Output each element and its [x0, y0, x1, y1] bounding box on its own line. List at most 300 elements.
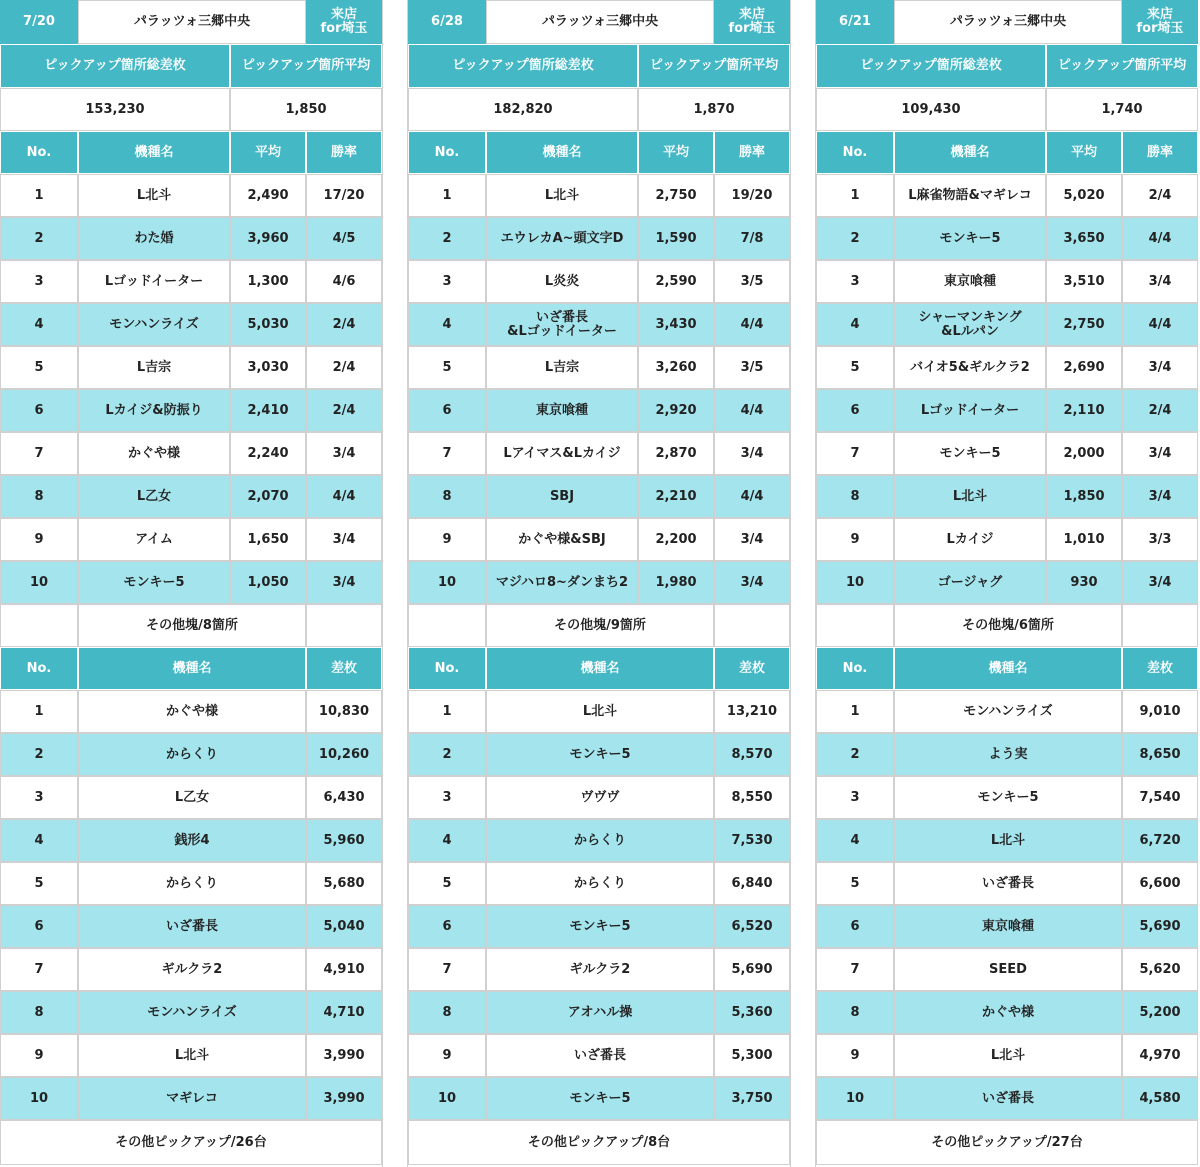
average-value: 2,410	[230, 389, 306, 432]
table-row	[816, 733, 1198, 776]
row-number: 2	[816, 733, 894, 776]
row-number: 8	[0, 991, 78, 1034]
machines-header-row	[816, 647, 1198, 690]
model-name: SBJ	[486, 475, 638, 518]
row-number: 5	[408, 346, 486, 389]
machine-name: モンキー5	[486, 1077, 714, 1120]
machines-others-row	[816, 1120, 1198, 1165]
machine-name: いざ番長	[78, 905, 306, 948]
diff-value: 10,260	[306, 733, 382, 776]
col-winrate-header: 勝率	[1122, 131, 1198, 174]
diff-value: 4,910	[306, 948, 382, 991]
diff-value: 4,580	[1122, 1077, 1198, 1120]
row-number: 3	[0, 776, 78, 819]
title-row	[816, 0, 1198, 44]
average-header: ピックアップ箇所平均	[638, 44, 790, 88]
average-value: 2,920	[638, 389, 714, 432]
others-models: その他塊/9箇所	[486, 604, 714, 647]
machine-name: L北斗	[486, 690, 714, 733]
event-panel	[816, 0, 1198, 1167]
diff-value: 7,540	[1122, 776, 1198, 819]
summary-value-row	[408, 88, 790, 131]
diff-value: 8,570	[714, 733, 790, 776]
machine-name: L北斗	[78, 1034, 306, 1077]
win-rate: 4/4	[1122, 303, 1198, 346]
store-name: パラッツォ三郷中央	[78, 0, 306, 44]
table-row	[0, 518, 382, 561]
row-number: 10	[816, 561, 894, 604]
table-row	[408, 260, 790, 303]
row-number: 1	[408, 690, 486, 733]
machine-name: からくり	[486, 819, 714, 862]
visit-badge: 来店 for埼玉	[306, 0, 382, 44]
models-header-row	[0, 131, 382, 174]
machine-name: L乙女	[78, 776, 306, 819]
machine-name: ギルクラ2	[78, 948, 306, 991]
table-row	[816, 561, 1198, 604]
summary-header-row	[0, 44, 382, 88]
models-others-row	[0, 604, 382, 647]
models-header-row	[816, 131, 1198, 174]
win-rate: 3/4	[714, 518, 790, 561]
table-row	[408, 561, 790, 604]
event-panel	[0, 0, 382, 1167]
model-name: L麻雀物語&マギレコ	[894, 174, 1046, 217]
win-rate: 2/4	[306, 303, 382, 346]
machine-name: モンキー5	[894, 776, 1122, 819]
diff-value: 6,840	[714, 862, 790, 905]
model-name: わた婚	[78, 217, 230, 260]
machine-name: からくり	[78, 733, 306, 776]
col-no-header: No.	[408, 647, 486, 690]
summary-value-row	[816, 88, 1198, 131]
average-value: 3,960	[230, 217, 306, 260]
table-row	[816, 776, 1198, 819]
diff-value: 6,520	[714, 905, 790, 948]
row-number: 10	[408, 561, 486, 604]
col-average-header: 平均	[1046, 131, 1122, 174]
table-row	[0, 948, 382, 991]
table-row	[0, 475, 382, 518]
table-row	[0, 991, 382, 1034]
diff-value: 3,750	[714, 1077, 790, 1120]
col-no-header: No.	[408, 131, 486, 174]
table-row	[0, 1034, 382, 1077]
row-number: 2	[408, 733, 486, 776]
average-value: 2,490	[230, 174, 306, 217]
table-row	[0, 217, 382, 260]
win-rate: 4/5	[306, 217, 382, 260]
diff-value: 5,690	[1122, 905, 1198, 948]
title-row	[0, 0, 382, 44]
machine-name: からくり	[486, 862, 714, 905]
diff-value: 8,650	[1122, 733, 1198, 776]
win-rate: 3/4	[1122, 432, 1198, 475]
row-number: 10	[0, 1077, 78, 1120]
table-row	[0, 303, 382, 346]
store-name: パラッツォ三郷中央	[894, 0, 1122, 44]
average-value: 1,010	[1046, 518, 1122, 561]
average-header: ピックアップ箇所平均	[230, 44, 382, 88]
others-machines: その他ピックアップ/8台	[408, 1120, 790, 1165]
win-rate: 2/4	[1122, 174, 1198, 217]
machine-name: SEED	[894, 948, 1122, 991]
table-row	[408, 389, 790, 432]
model-name: L北斗	[78, 174, 230, 217]
table-row	[408, 733, 790, 776]
row-number: 9	[0, 1034, 78, 1077]
row-number: 10	[0, 561, 78, 604]
col-model-header: 機種名	[78, 647, 306, 690]
row-number: 10	[816, 1077, 894, 1120]
model-name: Lカイジ	[894, 518, 1046, 561]
average-value: 1,850	[1046, 475, 1122, 518]
table-row	[0, 1077, 382, 1120]
model-name: L乙女	[78, 475, 230, 518]
diff-value: 5,300	[714, 1034, 790, 1077]
table-row	[408, 776, 790, 819]
col-diff-header: 差枚	[714, 647, 790, 690]
total-diff-header: ピックアップ箇所総差枚	[0, 44, 230, 88]
machine-name: L北斗	[894, 1034, 1122, 1077]
diff-value: 5,200	[1122, 991, 1198, 1034]
machine-name: モンハンライズ	[894, 690, 1122, 733]
machines-header-row	[408, 647, 790, 690]
win-rate: 4/4	[714, 303, 790, 346]
table-row	[816, 819, 1198, 862]
win-rate: 3/4	[306, 561, 382, 604]
win-rate: 3/4	[1122, 475, 1198, 518]
others-models: その他塊/6箇所	[894, 604, 1122, 647]
row-number: 4	[0, 819, 78, 862]
table-row	[816, 303, 1198, 346]
machines-header-row	[0, 647, 382, 690]
machine-name: マギレコ	[78, 1077, 306, 1120]
table-row	[0, 389, 382, 432]
machine-name: いざ番長	[486, 1034, 714, 1077]
store-name: パラッツォ三郷中央	[486, 0, 714, 44]
model-name: マジハロ8~ダンまち2	[486, 561, 638, 604]
row-number: 6	[408, 905, 486, 948]
row-number: 3	[816, 776, 894, 819]
average-value: 1,050	[230, 561, 306, 604]
win-rate: 7/8	[714, 217, 790, 260]
model-name: いざ番長 &Lゴッドイーター	[486, 303, 638, 346]
machine-name: よう実	[894, 733, 1122, 776]
machine-name: 東京喰種	[894, 905, 1122, 948]
table-row	[408, 905, 790, 948]
table-row	[816, 260, 1198, 303]
machine-name: いざ番長	[894, 1077, 1122, 1120]
row-number: 3	[408, 776, 486, 819]
machine-name: モンキー5	[486, 733, 714, 776]
col-average-header: 平均	[638, 131, 714, 174]
row-number: 8	[408, 475, 486, 518]
win-rate: 4/4	[1122, 217, 1198, 260]
col-model-header: 機種名	[78, 131, 230, 174]
others-machines: その他ピックアップ/27台	[816, 1120, 1198, 1165]
row-number: 9	[0, 518, 78, 561]
model-name: ゴージャグ	[894, 561, 1046, 604]
average-value: 2,750	[1046, 303, 1122, 346]
table-row	[408, 1077, 790, 1120]
average-value: 1,740	[1046, 88, 1198, 131]
machine-name: アオハル操	[486, 991, 714, 1034]
diff-value: 9,010	[1122, 690, 1198, 733]
col-no-header: No.	[816, 131, 894, 174]
average-value: 3,510	[1046, 260, 1122, 303]
row-number: 2	[0, 217, 78, 260]
diff-value: 3,990	[306, 1077, 382, 1120]
table-row	[816, 1077, 1198, 1120]
others-machines: その他ピックアップ/26台	[0, 1120, 382, 1165]
blank-cell	[816, 604, 894, 647]
row-number: 5	[816, 346, 894, 389]
row-number: 7	[0, 432, 78, 475]
win-rate: 3/5	[714, 346, 790, 389]
table-row	[408, 690, 790, 733]
table-row	[0, 862, 382, 905]
average-value: 5,020	[1046, 174, 1122, 217]
average-value: 1,850	[230, 88, 382, 131]
table-row	[408, 819, 790, 862]
blank-cell	[714, 604, 790, 647]
models-header-row	[408, 131, 790, 174]
machine-name: かぐや様	[78, 690, 306, 733]
row-number: 9	[408, 1034, 486, 1077]
average-value: 1,870	[638, 88, 790, 131]
panel-separator	[382, 0, 408, 1167]
table-row	[0, 346, 382, 389]
average-value: 1,980	[638, 561, 714, 604]
win-rate: 4/4	[714, 475, 790, 518]
row-number: 4	[0, 303, 78, 346]
row-number: 7	[816, 432, 894, 475]
row-number: 6	[408, 389, 486, 432]
event-date: 6/21	[816, 0, 894, 44]
diff-value: 5,360	[714, 991, 790, 1034]
row-number: 4	[408, 303, 486, 346]
event-date: 6/28	[408, 0, 486, 44]
row-number: 5	[0, 346, 78, 389]
win-rate: 3/5	[714, 260, 790, 303]
row-number: 6	[0, 389, 78, 432]
model-name: エウレカA~頭文字D	[486, 217, 638, 260]
machine-name: かぐや様	[894, 991, 1122, 1034]
col-average-header: 平均	[230, 131, 306, 174]
win-rate: 4/6	[306, 260, 382, 303]
row-number: 9	[816, 1034, 894, 1077]
row-number: 4	[816, 303, 894, 346]
average-value: 2,110	[1046, 389, 1122, 432]
model-name: モンキー5	[894, 217, 1046, 260]
table-row	[408, 518, 790, 561]
average-value: 2,750	[638, 174, 714, 217]
table-row	[816, 690, 1198, 733]
average-value: 3,650	[1046, 217, 1122, 260]
col-model-header: 機種名	[486, 647, 714, 690]
panel-separator	[790, 0, 816, 1167]
win-rate: 3/4	[1122, 260, 1198, 303]
average-value: 1,590	[638, 217, 714, 260]
models-others-row	[408, 604, 790, 647]
row-number: 7	[408, 948, 486, 991]
table-row	[408, 1034, 790, 1077]
win-rate: 17/20	[306, 174, 382, 217]
row-number: 5	[408, 862, 486, 905]
table-row	[816, 862, 1198, 905]
table-row	[816, 948, 1198, 991]
total-diff-value: 153,230	[0, 88, 230, 131]
row-number: 2	[0, 733, 78, 776]
average-value: 2,690	[1046, 346, 1122, 389]
average-value: 2,870	[638, 432, 714, 475]
col-model-header: 機種名	[894, 647, 1122, 690]
row-number: 2	[408, 217, 486, 260]
diff-value: 3,990	[306, 1034, 382, 1077]
machine-name: ヴヴヴ	[486, 776, 714, 819]
table-row	[0, 905, 382, 948]
row-number: 8	[816, 475, 894, 518]
table-row	[0, 819, 382, 862]
average-value: 2,590	[638, 260, 714, 303]
model-name: モンハンライズ	[78, 303, 230, 346]
table-row	[0, 690, 382, 733]
others-models: その他塊/8箇所	[78, 604, 306, 647]
table-row	[408, 991, 790, 1034]
win-rate: 3/4	[306, 518, 382, 561]
average-value: 5,030	[230, 303, 306, 346]
machine-name: L北斗	[894, 819, 1122, 862]
total-diff-header: ピックアップ箇所総差枚	[408, 44, 638, 88]
model-name: モンキー5	[894, 432, 1046, 475]
model-name: アイム	[78, 518, 230, 561]
model-name: かぐや様&SBJ	[486, 518, 638, 561]
average-header: ピックアップ箇所平均	[1046, 44, 1198, 88]
total-diff-header: ピックアップ箇所総差枚	[816, 44, 1046, 88]
table-row	[816, 217, 1198, 260]
diff-value: 5,690	[714, 948, 790, 991]
average-value: 3,030	[230, 346, 306, 389]
table-row	[408, 862, 790, 905]
row-number: 6	[816, 389, 894, 432]
table-row	[408, 475, 790, 518]
average-value: 1,650	[230, 518, 306, 561]
model-name: L北斗	[486, 174, 638, 217]
col-winrate-header: 勝率	[306, 131, 382, 174]
row-number: 1	[0, 690, 78, 733]
table-row	[816, 991, 1198, 1034]
model-name: シャーマンキング &Lルパン	[894, 303, 1046, 346]
machine-name: 銭形4	[78, 819, 306, 862]
win-rate: 4/4	[306, 475, 382, 518]
model-name: 東京喰種	[486, 389, 638, 432]
table-row	[0, 561, 382, 604]
col-diff-header: 差枚	[306, 647, 382, 690]
col-diff-header: 差枚	[1122, 647, 1198, 690]
machine-name: いざ番長	[894, 862, 1122, 905]
win-rate: 3/4	[714, 432, 790, 475]
models-others-row	[816, 604, 1198, 647]
model-name: 東京喰種	[894, 260, 1046, 303]
row-number: 2	[816, 217, 894, 260]
model-name: バイオ5&ギルクラ2	[894, 346, 1046, 389]
row-number: 8	[408, 991, 486, 1034]
row-number: 1	[408, 174, 486, 217]
machines-others-row	[408, 1120, 790, 1165]
table-row	[816, 518, 1198, 561]
row-number: 7	[816, 948, 894, 991]
win-rate: 3/4	[1122, 346, 1198, 389]
row-number: 4	[408, 819, 486, 862]
row-number: 3	[408, 260, 486, 303]
blank-cell	[1122, 604, 1198, 647]
average-value: 930	[1046, 561, 1122, 604]
diff-value: 6,600	[1122, 862, 1198, 905]
model-name: Lゴッドイーター	[894, 389, 1046, 432]
table-row	[0, 432, 382, 475]
average-value: 2,200	[638, 518, 714, 561]
table-row	[816, 905, 1198, 948]
machine-name: モンハンライズ	[78, 991, 306, 1034]
row-number: 8	[816, 991, 894, 1034]
win-rate: 2/4	[306, 389, 382, 432]
row-number: 9	[408, 518, 486, 561]
row-number: 6	[816, 905, 894, 948]
diff-value: 8,550	[714, 776, 790, 819]
model-name: L炎炎	[486, 260, 638, 303]
average-value: 2,070	[230, 475, 306, 518]
machine-name: ギルクラ2	[486, 948, 714, 991]
summary-header-row	[816, 44, 1198, 88]
win-rate: 2/4	[1122, 389, 1198, 432]
model-name: L吉宗	[486, 346, 638, 389]
row-number: 3	[0, 260, 78, 303]
diff-value: 7,530	[714, 819, 790, 862]
row-number: 3	[816, 260, 894, 303]
table-row	[408, 303, 790, 346]
model-name: Lゴッドイーター	[78, 260, 230, 303]
event-date: 7/20	[0, 0, 78, 44]
diff-value: 13,210	[714, 690, 790, 733]
average-value: 2,210	[638, 475, 714, 518]
diff-value: 6,430	[306, 776, 382, 819]
summary-value-row	[0, 88, 382, 131]
table-row	[0, 733, 382, 776]
row-number: 7	[0, 948, 78, 991]
summary-header-row	[408, 44, 790, 88]
row-number: 6	[0, 905, 78, 948]
table-row	[408, 346, 790, 389]
diff-value: 4,970	[1122, 1034, 1198, 1077]
win-rate: 3/4	[306, 432, 382, 475]
average-value: 3,430	[638, 303, 714, 346]
diff-value: 10,830	[306, 690, 382, 733]
total-diff-value: 109,430	[816, 88, 1046, 131]
diff-value: 5,960	[306, 819, 382, 862]
col-no-header: No.	[0, 647, 78, 690]
table-row	[816, 389, 1198, 432]
win-rate: 3/4	[714, 561, 790, 604]
model-name: かぐや様	[78, 432, 230, 475]
average-value: 2,000	[1046, 432, 1122, 475]
diff-value: 5,620	[1122, 948, 1198, 991]
model-name: Lカイジ&防振り	[78, 389, 230, 432]
machine-name: からくり	[78, 862, 306, 905]
diff-value: 4,710	[306, 991, 382, 1034]
total-diff-value: 182,820	[408, 88, 638, 131]
visit-badge: 来店 for埼玉	[714, 0, 790, 44]
